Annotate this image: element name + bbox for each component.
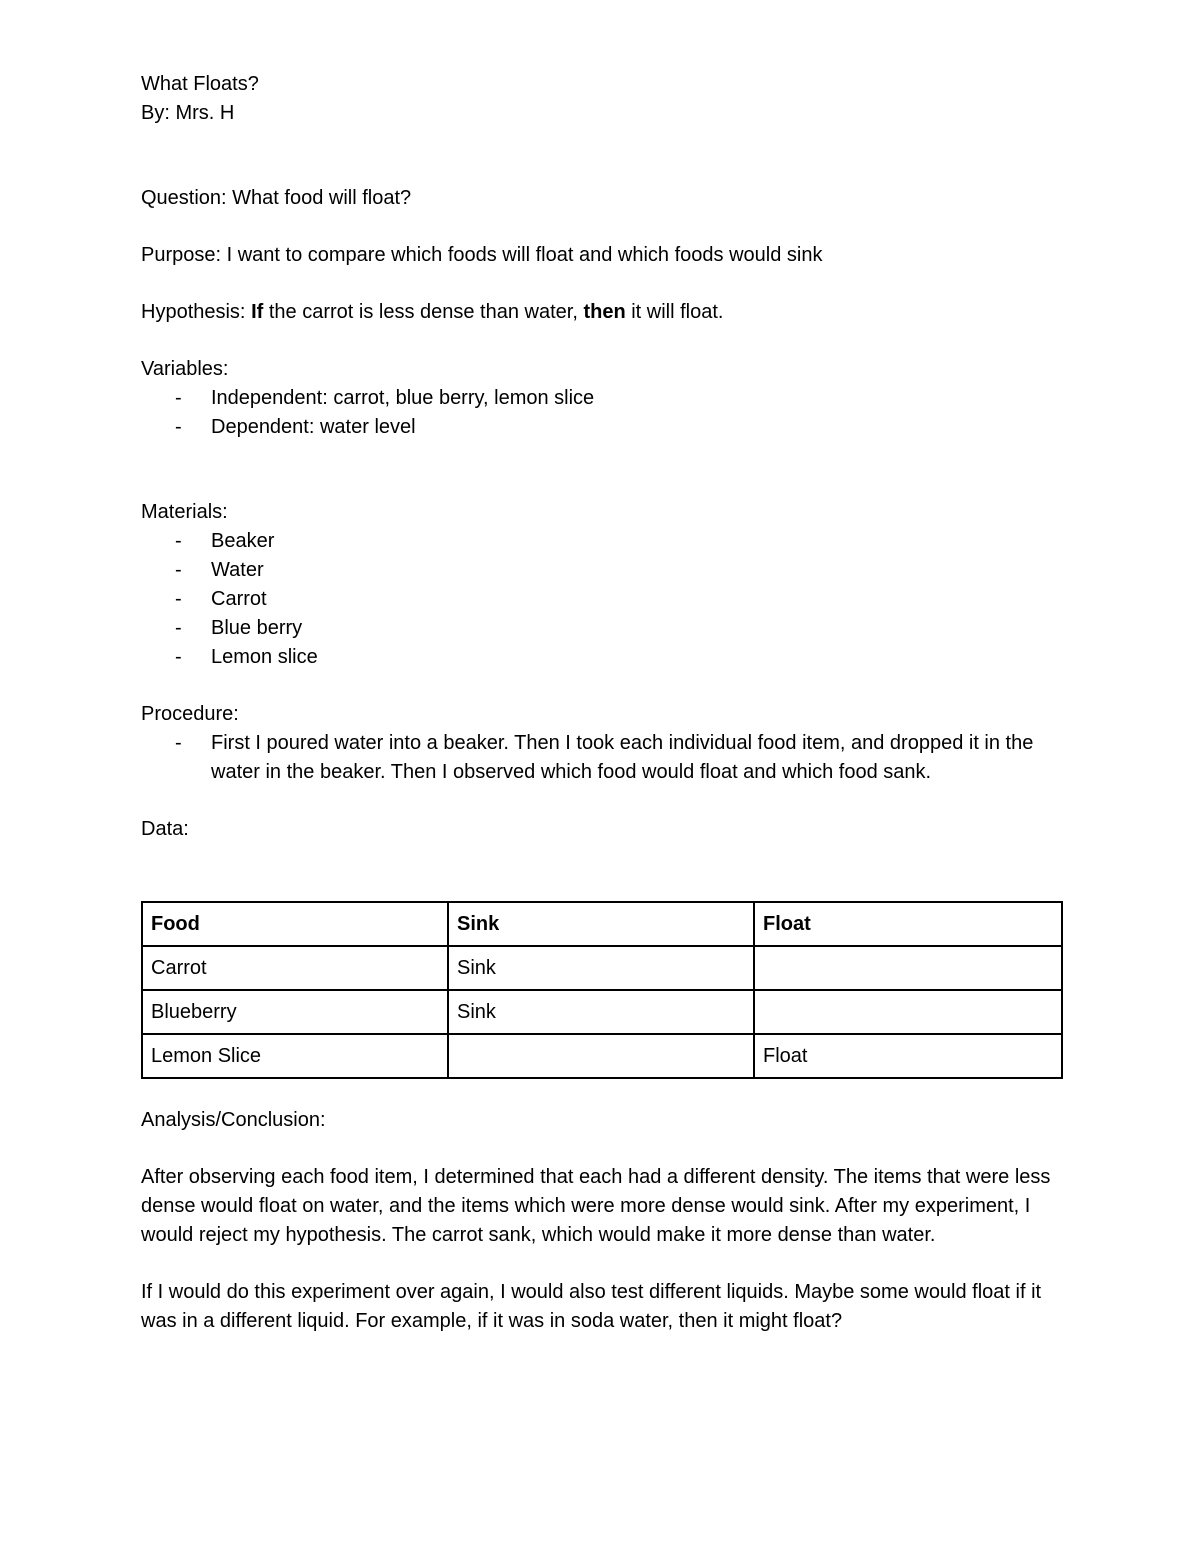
table-cell: Sink: [448, 946, 754, 990]
list-item: [141, 384, 1066, 413]
data-heading: Data:: [141, 818, 189, 840]
list-item: [141, 527, 1066, 556]
spacer: [141, 327, 1066, 355]
materials-heading: Materials:: [141, 501, 228, 523]
analysis-paragraph: After observing each food item, I determined that each had a different density. The items that were less dense would float on water, and the items which were more dense would sink. After my experiment, I would reject my hypothesis. The carrot sank, which would make it more dense than water.: [141, 1166, 1051, 1246]
hypothesis-then: then: [583, 301, 626, 323]
dash-bullet: -: [175, 617, 182, 639]
materials-list: [141, 527, 1066, 672]
material-item: Beaker: [211, 530, 275, 552]
dash-bullet: -: [175, 530, 182, 552]
dash-bullet: -: [175, 588, 182, 610]
question-text: Question: What food will float?: [141, 187, 412, 209]
material-item: Blue berry: [211, 617, 303, 639]
table-header-row: [142, 902, 1062, 946]
variable-independent: Independent: carrot, blue berry, lemon slice: [211, 387, 595, 409]
spacer: [141, 1250, 1066, 1278]
variable-dependent: Dependent: water level: [211, 416, 416, 438]
spacer: [141, 1135, 1066, 1163]
variables-list: [141, 384, 1066, 442]
table-cell: [754, 946, 1062, 990]
analysis-paragraph: If I would do this experiment over again, I would also test different liquids. Maybe some would float if it was in a different liquid. For example, if it was in soda water, then it might float?: [141, 1281, 1042, 1332]
list-item: [141, 585, 1066, 614]
table-row: [142, 990, 1062, 1034]
table-cell: [448, 1034, 754, 1078]
hypothesis-text: [141, 298, 1066, 327]
hypothesis-suffix: it will float.: [625, 301, 724, 323]
dash-bullet: -: [175, 387, 182, 409]
list-item: [141, 614, 1066, 643]
procedure-step: First I poured water into a beaker. Then I took each individual food item, and dropped it in the water in the beaker. Then I observed which food would float and which food sank.: [211, 732, 1034, 783]
document-title: What Floats?: [141, 73, 259, 95]
spacer: [141, 1079, 1066, 1106]
hypothesis-prefix: Hypothesis:: [141, 301, 252, 323]
spacer: [141, 128, 1066, 184]
hypothesis-middle: the carrot is less dense than water,: [263, 301, 584, 323]
table-row: [142, 946, 1062, 990]
material-item: Carrot: [211, 588, 267, 610]
table-cell: Float: [754, 1034, 1062, 1078]
spacer: [141, 442, 1066, 498]
purpose-text: Purpose: I want to compare which foods will float and which foods would sink: [141, 244, 823, 266]
variables-heading: Variables:: [141, 358, 229, 380]
document-page: [141, 70, 1066, 1336]
list-item: [141, 729, 1066, 787]
spacer: [141, 844, 1066, 901]
spacer: [141, 787, 1066, 815]
dash-bullet: -: [175, 732, 182, 754]
spacer: [141, 213, 1066, 241]
table-header-cell: Food: [142, 902, 448, 946]
table-cell: Carrot: [142, 946, 448, 990]
table-cell: Blueberry: [142, 990, 448, 1034]
material-item: Water: [211, 559, 264, 581]
results-table: [141, 901, 1063, 1079]
spacer: [141, 672, 1066, 700]
spacer: [141, 270, 1066, 298]
table-cell: Lemon Slice: [142, 1034, 448, 1078]
dash-bullet: -: [175, 559, 182, 581]
table-cell: [754, 990, 1062, 1034]
table-header-cell: Float: [754, 902, 1062, 946]
list-item: [141, 643, 1066, 672]
document-author: By: Mrs. H: [141, 102, 235, 124]
dash-bullet: -: [175, 646, 182, 668]
procedure-heading: Procedure:: [141, 703, 239, 725]
analysis-heading: Analysis/Conclusion:: [141, 1109, 326, 1131]
table-cell: Sink: [448, 990, 754, 1034]
hypothesis-if: If: [251, 301, 264, 323]
material-item: Lemon slice: [211, 646, 318, 668]
procedure-list: [141, 729, 1066, 787]
dash-bullet: -: [175, 416, 182, 438]
table-row: [142, 1034, 1062, 1078]
list-item: [141, 413, 1066, 442]
list-item: [141, 556, 1066, 585]
table-header-cell: Sink: [448, 902, 754, 946]
